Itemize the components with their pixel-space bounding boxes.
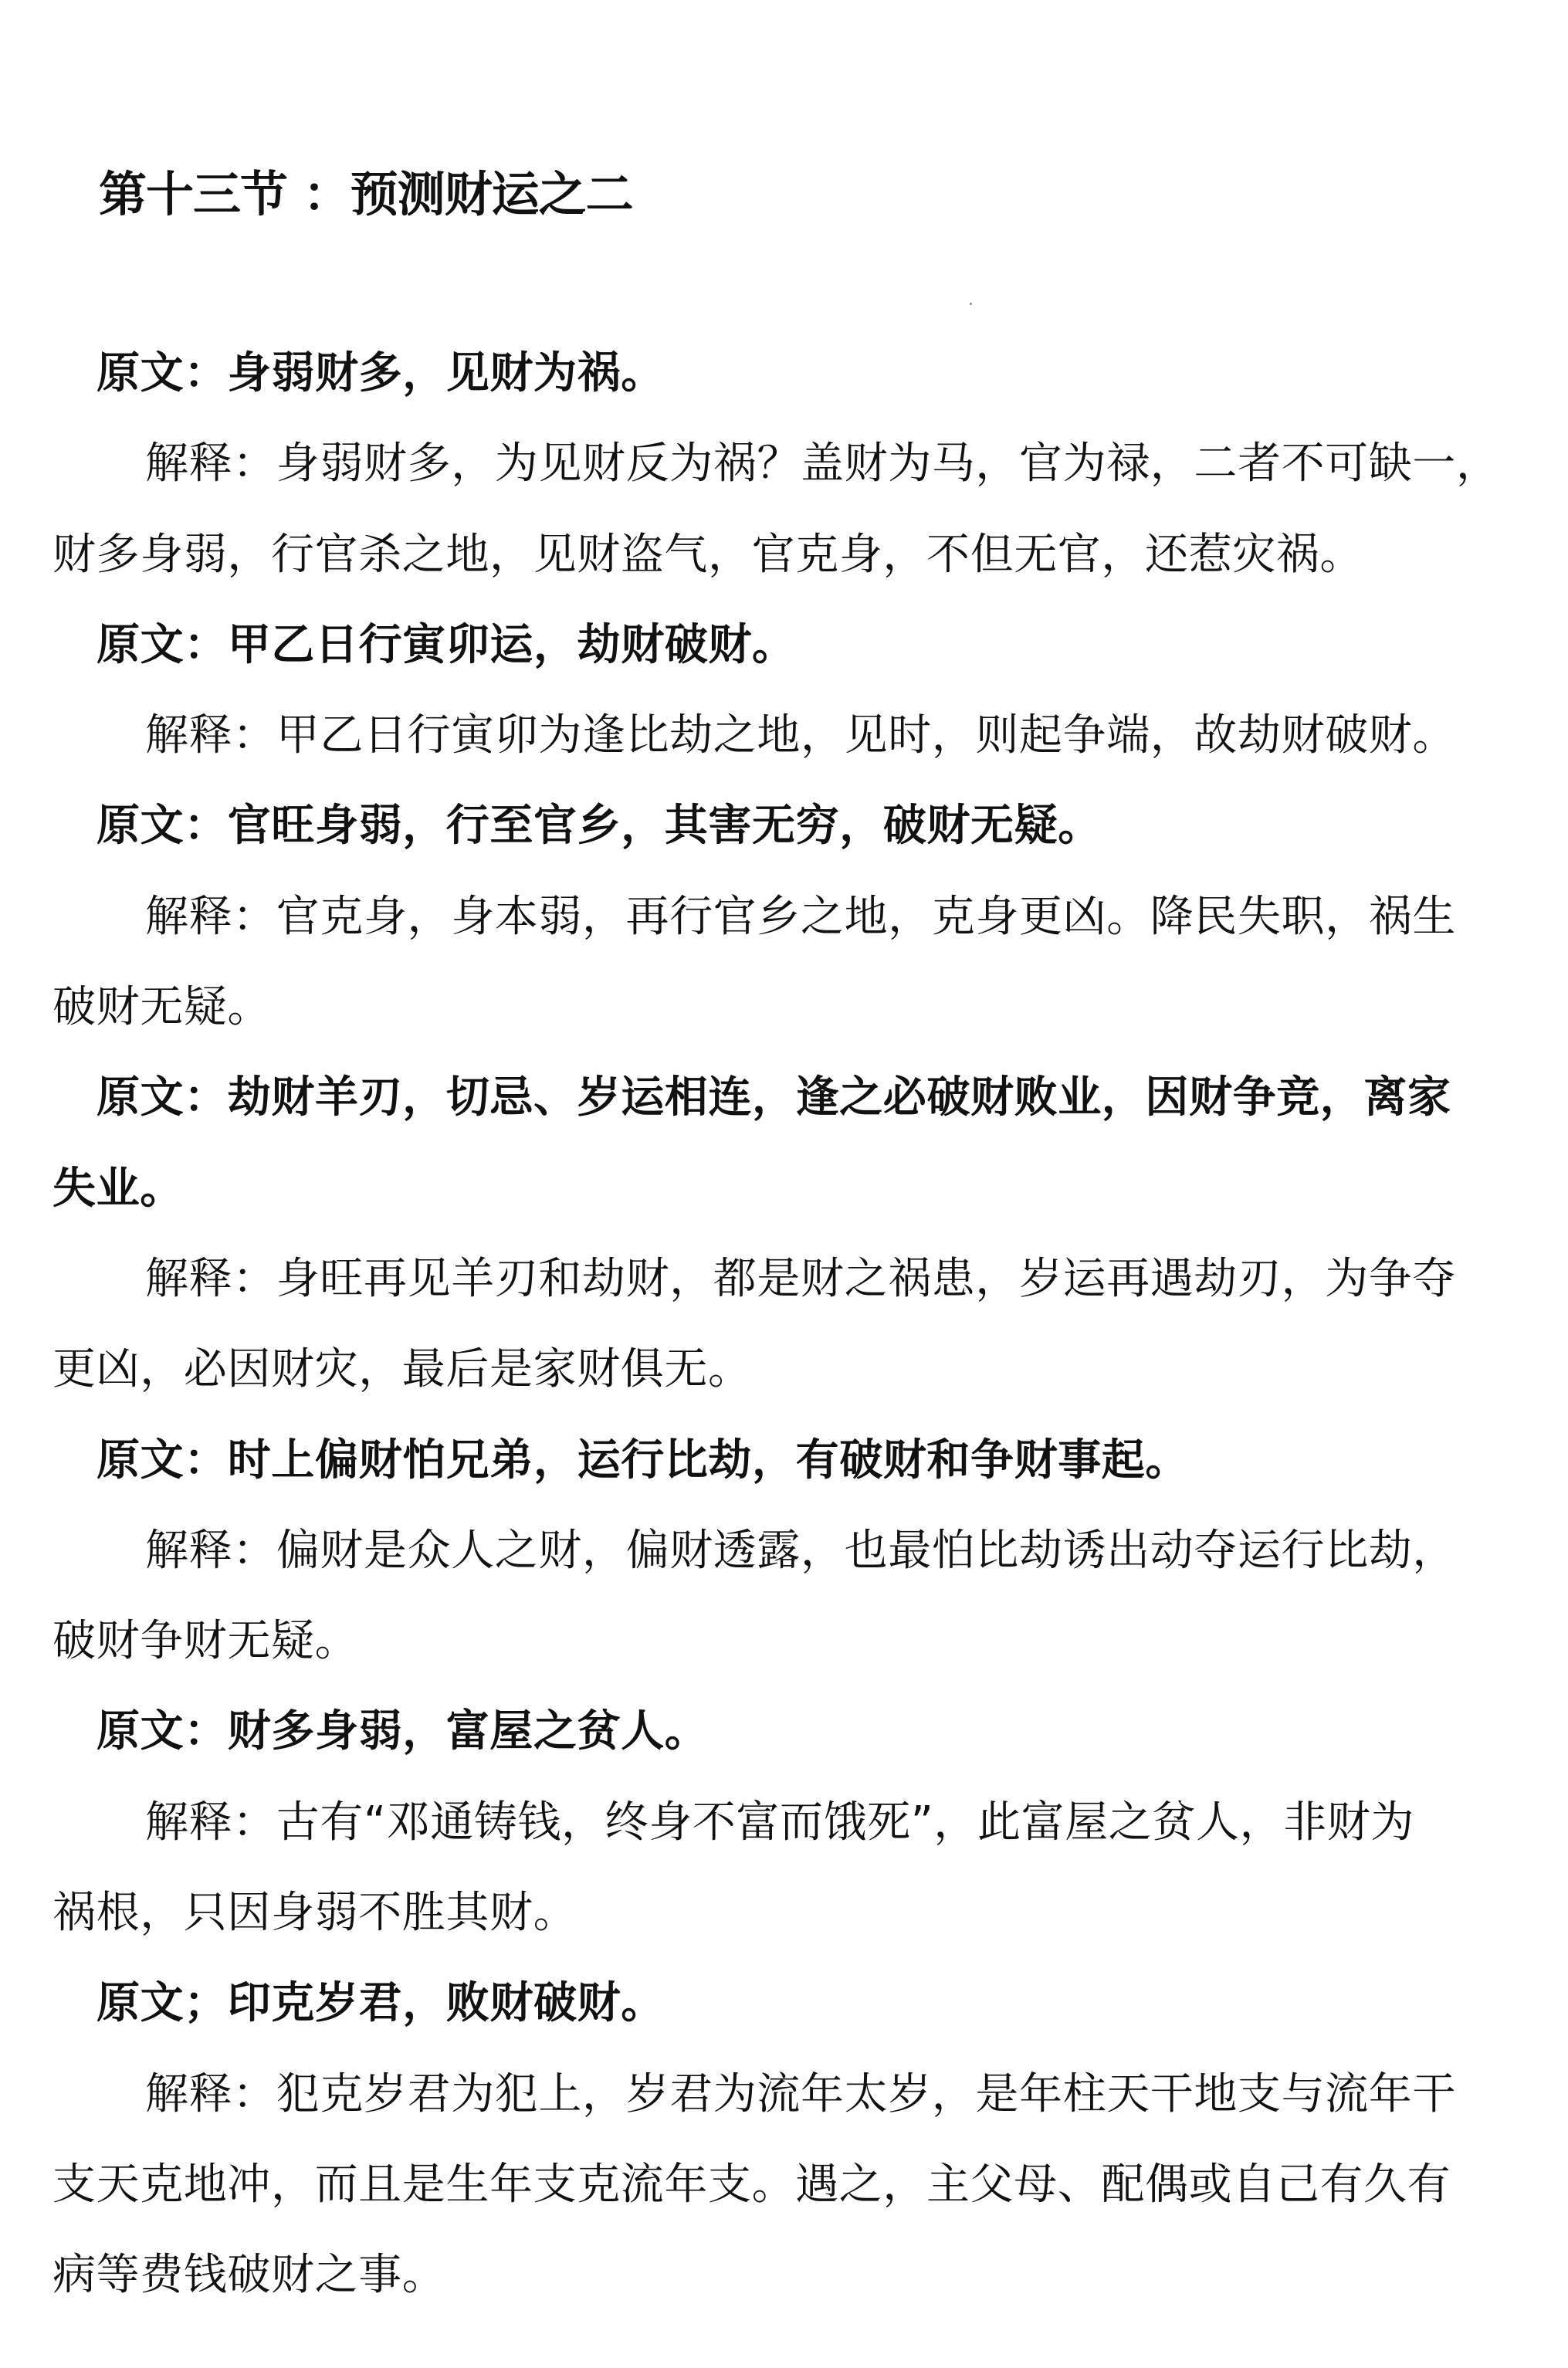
text-line: 解释：官克身，身本弱，再行官乡之地，克身更凶。降民失职，祸生 [145, 891, 1456, 942]
explanation-block [52, 1234, 1519, 1415]
text-line: 原文；印克岁君，败财破财。 [97, 1978, 665, 2029]
text-line: 原文：财多身弱，富屋之贫人。 [97, 1706, 709, 1757]
explanation-block [52, 872, 1519, 1053]
text-line: 破财争财无疑。 [52, 1616, 359, 1667]
text-line: 病等费钱破财之事。 [52, 2250, 446, 2301]
text-line: 原文：劫财羊刃，切忌、岁运相连，逢之必破财败业，因财争竞，离家 [97, 1072, 1451, 1123]
text-line: 原文：官旺身弱，行至官乡，其害无穷，破财无疑。 [97, 801, 1102, 852]
text-line: 解释：偏财是众人之财，偏财透露，也最怕比劫诱出动夺运行比劫， [145, 1525, 1456, 1576]
text-line: 祸根，只因身弱不胜其财。 [52, 1888, 577, 1939]
text-line: 解释：身弱财多，为见财反为祸？盖财为马，官为禄，二者不可缺一， [145, 439, 1500, 490]
text-line: 支天克地冲，而且是生年支克流年支。遇之，主父母、配偶或自己有久有 [52, 2159, 1451, 2210]
text-line: 原文：时上偏财怕兄弟，运行比劫，有破财和争财事起。 [97, 1435, 1189, 1486]
original-text-block [52, 1958, 1519, 2048]
explanation-block [52, 418, 1519, 600]
explanation-block [52, 2049, 1519, 2321]
original-text-block [52, 328, 1519, 418]
original-text-block [52, 1686, 1519, 1777]
text-line: 原文：身弱财多，见财为祸。 [97, 348, 665, 398]
explanation-block [52, 1506, 1519, 1687]
text-line: 失业。 [52, 1163, 184, 1214]
original-text-block [52, 781, 1519, 871]
text-line: 解释：身旺再见羊刃和劫财，都是财之祸患，岁运再遇劫刃，为争夺 [145, 1253, 1456, 1304]
explanation-block [52, 690, 1519, 781]
text-line: 原文：甲乙日行寅卯运，劫财破财。 [97, 619, 796, 670]
text-line: 破财无疑。 [52, 982, 271, 1033]
document-body [52, 328, 1519, 2321]
text-line: 解释：甲乙日行寅卯为逢比劫之地，见时，则起争端，故劫财破财。 [145, 710, 1456, 761]
section-title: 第十三节 ：预测财运之二 [99, 166, 633, 222]
text-line: 财多身弱，行官杀之地，见财盗气，官克身，不但无官，还惹灾祸。 [52, 529, 1363, 580]
original-text-block [52, 1052, 1519, 1234]
original-text-block [52, 1415, 1519, 1506]
text-line: 解释：古有“邓通铸钱，终身不富而饿死”，此富屋之贫人，非财为 [145, 1797, 1415, 1848]
original-text-block [52, 600, 1519, 690]
text-line: 更凶，必因财灾，最后是家财俱无。 [52, 1344, 752, 1395]
text-line: 解释：犯克岁君为犯上，岁君为流年太岁，是年柱天干地支与流年干 [145, 2068, 1456, 2119]
explanation-block [52, 1777, 1519, 1959]
scan-speck [970, 303, 972, 305]
